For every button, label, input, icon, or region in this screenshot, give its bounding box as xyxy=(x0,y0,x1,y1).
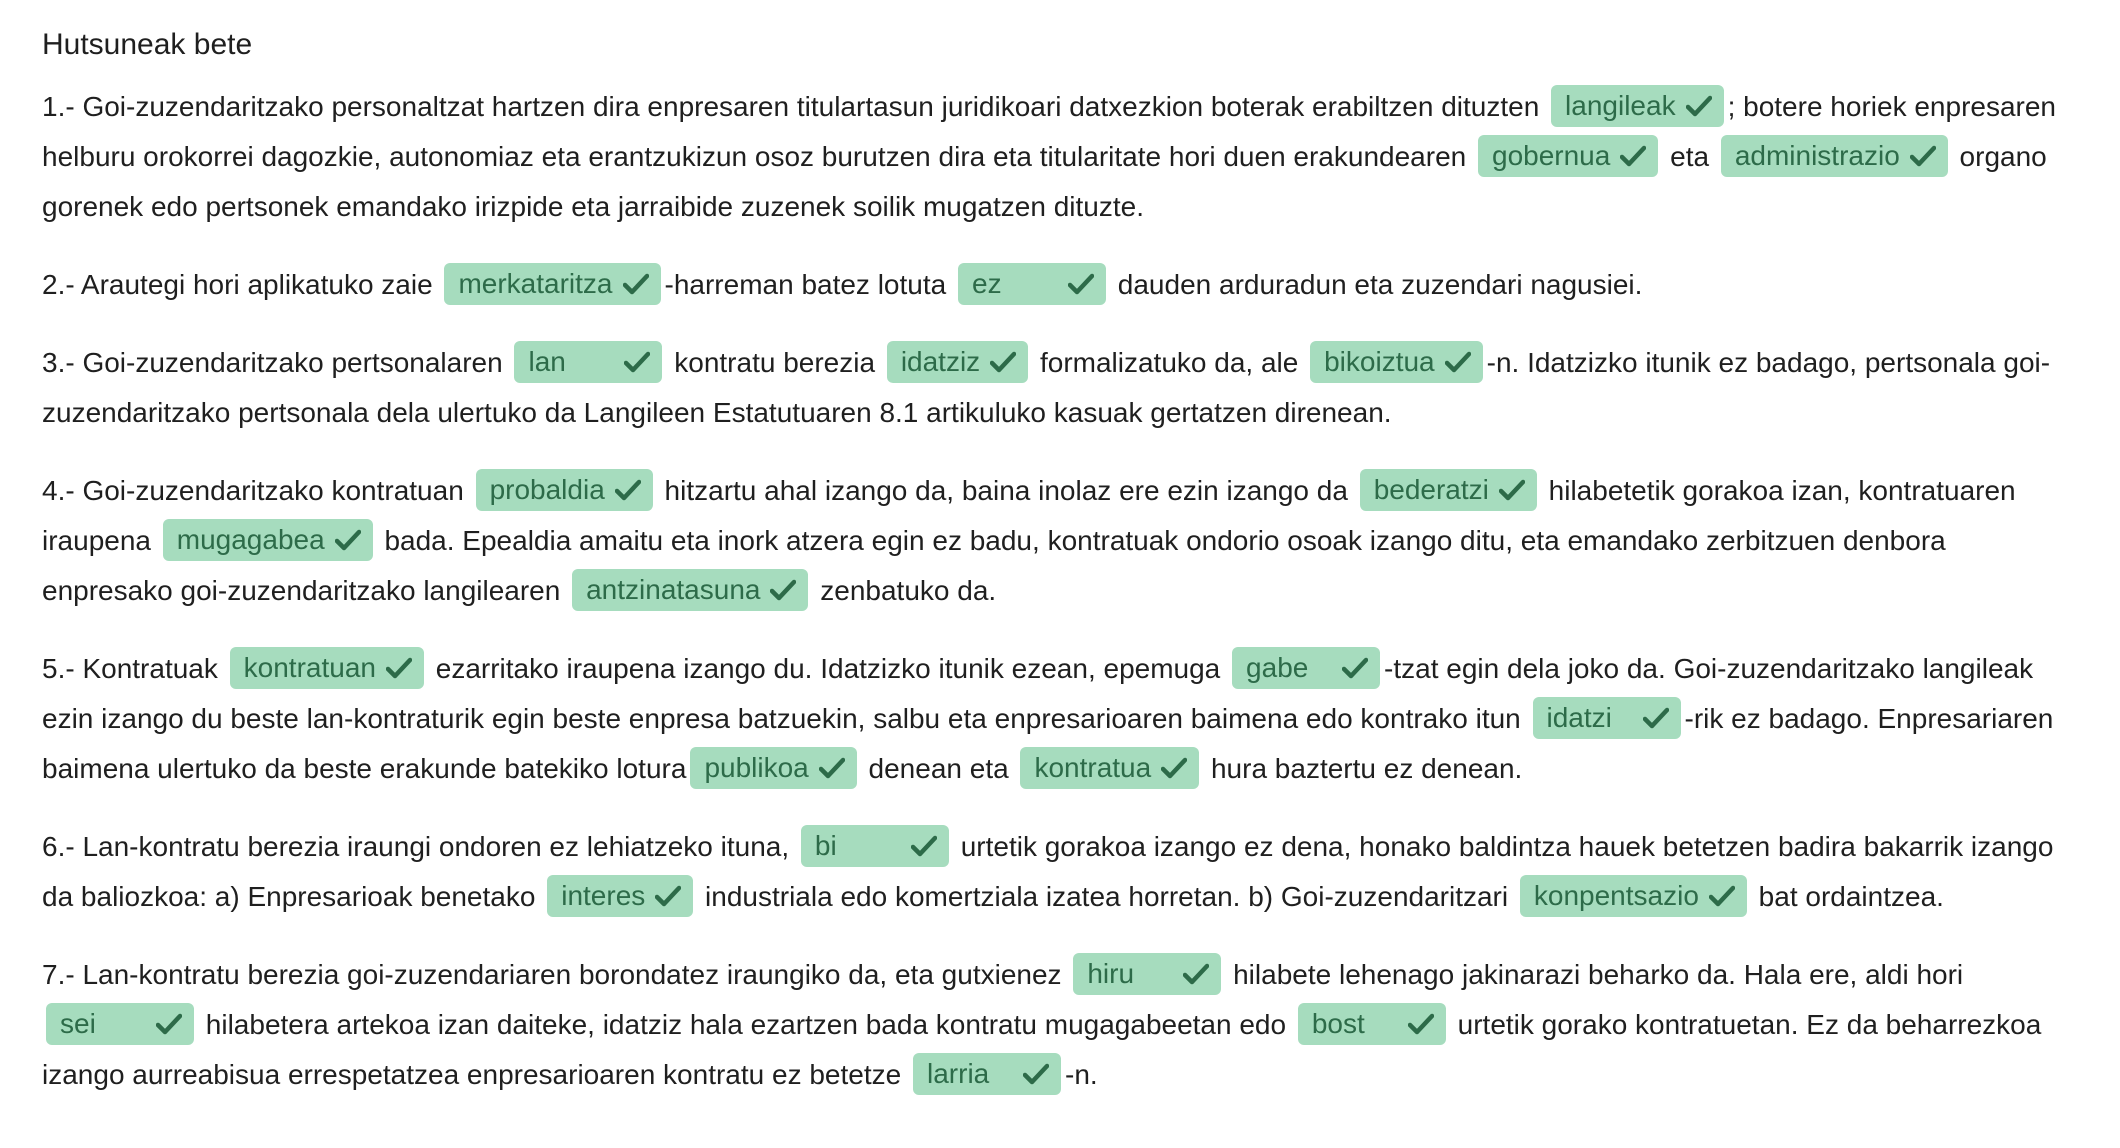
question-text: hilabetetik gorakoa izan, kontratuaren iraupena xyxy=(42,475,2016,556)
answer-text: larria xyxy=(927,1057,990,1089)
answer-blank[interactable] xyxy=(572,569,808,611)
question-text: 7.- Lan-kontratu berezia goi-zuzendariaren borondatez iraungiko da, eta gutxienez xyxy=(42,959,1070,990)
answer-text: lan xyxy=(528,345,566,377)
answer-blank[interactable] xyxy=(1298,1003,1446,1045)
answer-blank[interactable] xyxy=(1478,135,1658,177)
answer-text: konpentsazio xyxy=(1533,879,1699,911)
answer-blank[interactable] xyxy=(230,647,424,689)
answer-blank[interactable] xyxy=(1232,647,1380,689)
answer-blank[interactable] xyxy=(1721,135,1948,177)
question-7 xyxy=(42,950,2082,1100)
answer-blank[interactable] xyxy=(1551,85,1724,127)
question-3 xyxy=(42,338,2082,438)
check-icon xyxy=(819,757,845,779)
question-1 xyxy=(42,82,2082,232)
answer-blank[interactable] xyxy=(46,1003,194,1045)
check-icon xyxy=(386,657,412,679)
question-text: denean eta xyxy=(860,753,1017,784)
check-icon xyxy=(1183,963,1209,985)
question-text: dauden arduradun eta zuzendari nagusiei. xyxy=(1110,269,1643,300)
check-icon xyxy=(1643,707,1669,729)
check-icon xyxy=(1686,95,1712,117)
question-text: hilabetera artekoa izan daiteke, idatziz hala ezartzen bada kontratu mugagabeetan edo xyxy=(198,1009,1294,1040)
answer-text: ez xyxy=(972,267,1002,299)
question-text: eta xyxy=(1662,141,1717,172)
question-text: bat ordaintzea. xyxy=(1750,881,1944,912)
question-text: -n. Idatzizko itunik ez badago, pertsonala goi-zuzendaritzako pertsonala dela ulertuko da Langileen Estatutuaren 8.1 artikuluko kasuak gertatzen direnean. xyxy=(42,347,2051,428)
question-text: kontratu berezia xyxy=(666,347,883,378)
answer-text: sei xyxy=(60,1007,96,1039)
question-text: hura baztertu ez denean. xyxy=(1203,753,1523,784)
question-text: 2.- Arautegi hori aplikatuko zaie xyxy=(42,269,441,300)
answer-blank[interactable] xyxy=(547,875,693,917)
question-2 xyxy=(42,260,2082,310)
check-icon xyxy=(1408,1013,1434,1035)
question-text: -tzat egin dela joko da. Goi-zuzendaritzako langileak ezin izango du beste lan-kontraturik egin beste enpresa batzuekin, salbu eta enpresarioaren baimena edo kontrako itun xyxy=(42,653,2034,734)
question-5 xyxy=(42,644,2082,794)
answer-blank[interactable] xyxy=(163,519,373,561)
question-text: ezarritako iraupena izango du. Idatzizko itunik ezean, epemuga xyxy=(427,653,1229,684)
check-icon xyxy=(1023,1063,1049,1085)
check-icon xyxy=(335,529,361,551)
check-icon xyxy=(655,885,681,907)
answer-blank[interactable] xyxy=(958,263,1106,305)
question-text: zenbatuko da. xyxy=(812,575,997,606)
check-icon xyxy=(770,579,796,601)
answer-text: hiru xyxy=(1087,957,1135,989)
answer-text: mugagabea xyxy=(176,523,325,555)
check-icon xyxy=(1342,657,1368,679)
question-4 xyxy=(42,466,2082,616)
answer-blank[interactable] xyxy=(1533,697,1681,739)
check-icon xyxy=(1445,351,1471,373)
answer-blank[interactable] xyxy=(913,1053,1061,1095)
question-text: hitzartu ahal izango da, baina inolaz ere ezin izango da xyxy=(656,475,1356,506)
question-text: -rik ez badago. Enpresariaren baimena ulertuko da beste erakunde batekiko lotura xyxy=(42,703,2054,784)
question-text: -n. xyxy=(1065,1059,1098,1090)
answer-text: langileak xyxy=(1565,89,1676,121)
question-text: -harreman batez lotuta xyxy=(664,269,954,300)
answer-text: merkataritza xyxy=(458,267,613,299)
question-text: urtetik gorakoa izango ez dena, honako baldintza hauek betetzen badira bakarrik izango da baliozkoa: a) Enpresarioak benetako xyxy=(42,831,2054,912)
answer-text: kontratua xyxy=(1034,751,1152,783)
question-text: hilabete lehenago jakinarazi beharko da. Hala ere, aldi hori xyxy=(1225,959,1964,990)
page-title: Hutsuneak bete xyxy=(42,28,253,61)
check-icon xyxy=(156,1013,182,1035)
check-icon xyxy=(615,479,641,501)
question-text: formalizatuko da, ale xyxy=(1032,347,1307,378)
question-text: 4.- Goi-zuzendaritzako kontratuan xyxy=(42,475,472,506)
check-icon xyxy=(1499,479,1525,501)
answer-blank[interactable] xyxy=(887,341,1028,383)
answer-blank[interactable] xyxy=(1020,747,1199,789)
answer-blank[interactable] xyxy=(476,469,653,511)
answer-text: idatzi xyxy=(1546,701,1612,733)
answer-blank[interactable] xyxy=(1360,469,1537,511)
check-icon xyxy=(990,351,1016,373)
answer-text: kontratuan xyxy=(243,651,376,683)
question-text: bada. Epealdia amaitu eta inork atzera egin ez badu, kontratuak ondorio osoak izango ditu, eta emandako zerbitzuen denbora enpresako goi-zuzendaritzako langilearen xyxy=(42,525,1946,606)
answer-text: interes xyxy=(561,879,646,911)
answer-blank[interactable] xyxy=(690,747,856,789)
answer-blank[interactable] xyxy=(1073,953,1221,995)
check-icon xyxy=(1161,757,1187,779)
answer-blank[interactable] xyxy=(444,263,660,305)
answer-text: idatziz xyxy=(900,345,981,377)
check-icon xyxy=(1620,145,1646,167)
check-icon xyxy=(1068,273,1094,295)
answer-text: bikoiztua xyxy=(1324,345,1435,377)
check-icon xyxy=(1709,885,1735,907)
answer-text: publikoa xyxy=(704,751,809,783)
question-text: 6.- Lan-kontratu berezia iraungi ondoren ez lehiatzeko ituna, xyxy=(42,831,797,862)
answer-text: antzinatasuna xyxy=(586,573,761,605)
check-icon xyxy=(1910,145,1936,167)
question-text: organo gorenek edo pertsonek emandako irizpide eta jarraibide zuzenek soilik mugatzen dituzte. xyxy=(42,141,2047,222)
question-text: 3.- Goi-zuzendaritzako pertsonalaren xyxy=(42,347,511,378)
exercise-content xyxy=(42,82,2082,1100)
answer-blank[interactable] xyxy=(801,825,949,867)
answer-blank[interactable] xyxy=(1310,341,1483,383)
answer-text: bederatzi xyxy=(1373,473,1489,505)
answer-blank[interactable] xyxy=(514,341,662,383)
check-icon xyxy=(911,835,937,857)
question-text: 1.- Goi-zuzendaritzako personaltzat hartzen dira enpresaren titulartasun juridikoari datxezkion boterak erabiltzen dituzten xyxy=(42,91,1548,122)
question-text: ; botere horiek enpresaren helburu orokorrei dagozkie, autonomiaz eta erantzukizun osoz burutzen dira eta titularitate hori duen erakundearen xyxy=(42,91,2057,172)
question-text: industriala edo komertziala izatea horretan. b) Goi-zuzendaritzari xyxy=(697,881,1516,912)
question-6 xyxy=(42,822,2082,922)
check-icon xyxy=(623,273,649,295)
check-icon xyxy=(624,351,650,373)
question-text: 5.- Kontratuak xyxy=(42,653,226,684)
answer-text: administrazio xyxy=(1734,139,1900,171)
answer-text: gabe xyxy=(1246,651,1309,683)
answer-text: bi xyxy=(814,829,837,861)
answer-text: gobernua xyxy=(1492,139,1611,171)
answer-blank[interactable] xyxy=(1520,875,1747,917)
question-text: urtetik gorako kontratuetan. Ez da beharrezkoa izango aurreabisua errespetatzea enpresarioaren kontratu ez betetze xyxy=(42,1009,2042,1090)
answer-text: probaldia xyxy=(489,473,605,505)
answer-text: bost xyxy=(1311,1007,1365,1039)
